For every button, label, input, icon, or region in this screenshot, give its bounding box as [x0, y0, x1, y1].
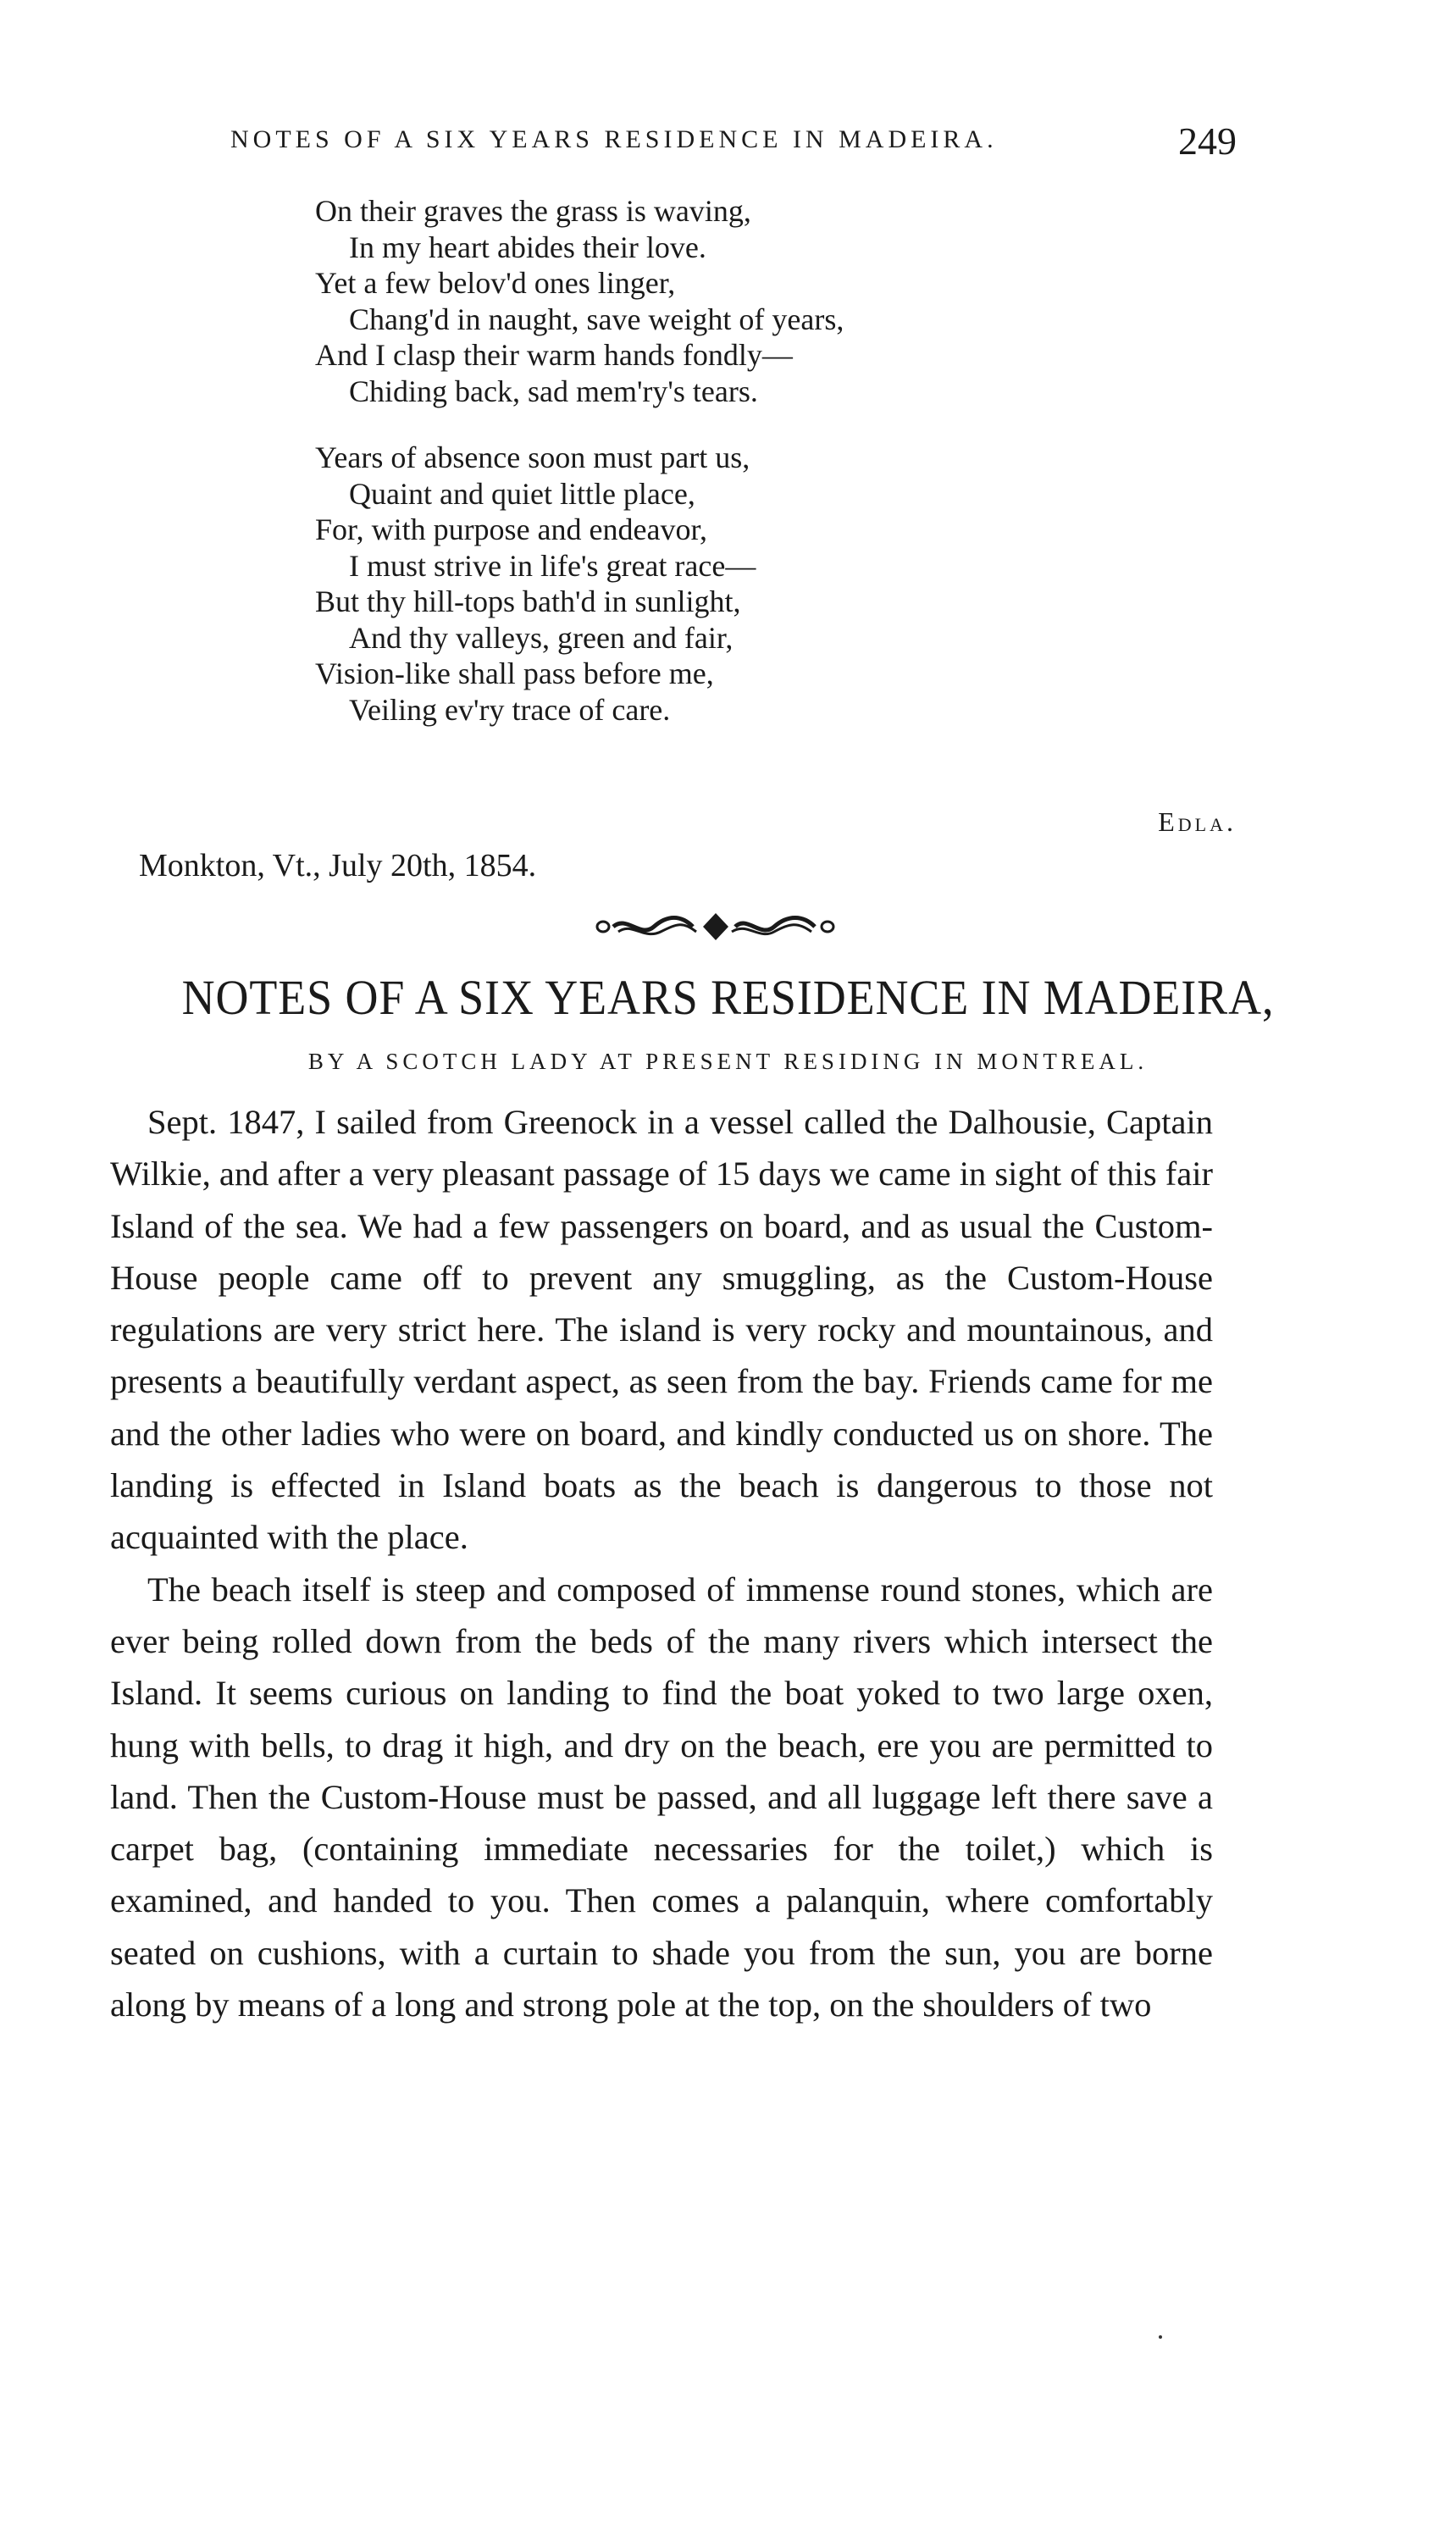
verse-line: Veiling ev'ry trace of care.	[349, 692, 671, 727]
article-body	[110, 1096, 1213, 2030]
poem-signature-block	[139, 806, 1237, 891]
print-speck	[1159, 2335, 1162, 2339]
verse-line: Chang'd in naught, save weight of years,	[349, 302, 844, 336]
verse-line: Vision-like shall pass before me,	[315, 656, 714, 690]
page-number: 249	[1178, 119, 1237, 163]
verse-line: But thy hill-tops bath'd in sunlight,	[315, 584, 741, 618]
verse-line: Years of absence soon must part us,	[315, 440, 750, 474]
article-title: NOTES OF A SIX YEARS RESIDENCE IN MADEIRA,	[181, 970, 1275, 1025]
article-byline: BY A SCOTCH LADY AT PRESENT RESIDING IN MONTREAL.	[307, 1049, 1149, 1074]
author-signature: Edla.	[1158, 806, 1237, 837]
running-header	[230, 119, 1237, 168]
verse-line: In my heart abides their love.	[349, 230, 706, 264]
running-title: NOTES OF A SIX YEARS RESIDENCE IN MADEIRA.	[230, 125, 998, 153]
dateline: Monkton, Vt., July 20th, 1854.	[139, 848, 537, 883]
verse-line: And I clasp their warm hands fondly—	[315, 338, 793, 372]
verse-line: On their graves the grass is waving,	[315, 194, 751, 228]
verse-line: And thy valleys, green and fair,	[349, 620, 734, 655]
verse-line: I must strive in life's great race—	[349, 548, 756, 583]
verse-line: Yet a few belov'd ones linger,	[315, 266, 676, 300]
body-paragraph: Sept. 1847, I sailed from Greenock in a vessel called the Dalhousie, Captain Wilkie, and after a very pleasant passage of 15 days we came in sight of this fair Island of the sea. We had a few passengers on board, and as usual the Custom-House people came off to prevent any smuggling, as the Custom-House regulations are very strict here. The island is very rocky and mountainous, and presents a beautifully verdant aspect, as seen from the bay. Friends came for me and the other ladies who were on board, and kindly conducted us on shore. The landing is effected in Island boats as the beach is dangerous to those not acquainted with the place.	[110, 1103, 1213, 1557]
decorative-divider-ornament	[593, 908, 839, 942]
verse-line: For, with purpose and endeavor,	[315, 512, 708, 546]
body-paragraph: The beach itself is steep and composed of immense round stones, which are ever being rolled down from the beds of the many rivers which intersect the Island. It seems curious on landing to find the boat yoked to two large oxen, hung with bells, to drag it high, and dry on the beach, ere you are permitted to land. Then the Custom-House must be passed, and all luggage left there save a carpet bag, (containing immediate necessaries for the toilet,) which is examined, and handed to you. Then comes a palanquin, where comfortably seated on cushions, with a curtain to shade you from the sun, you are borne along by means of a long and strong pole at the top, on the shoulders of two	[110, 1570, 1213, 2024]
poem	[315, 193, 1077, 758]
verse-line: Quaint and quiet little place,	[349, 476, 695, 511]
verse-line: Chiding back, sad mem'ry's tears.	[349, 374, 758, 408]
poem-stanza	[315, 440, 1077, 728]
poem-stanza	[315, 193, 1077, 409]
